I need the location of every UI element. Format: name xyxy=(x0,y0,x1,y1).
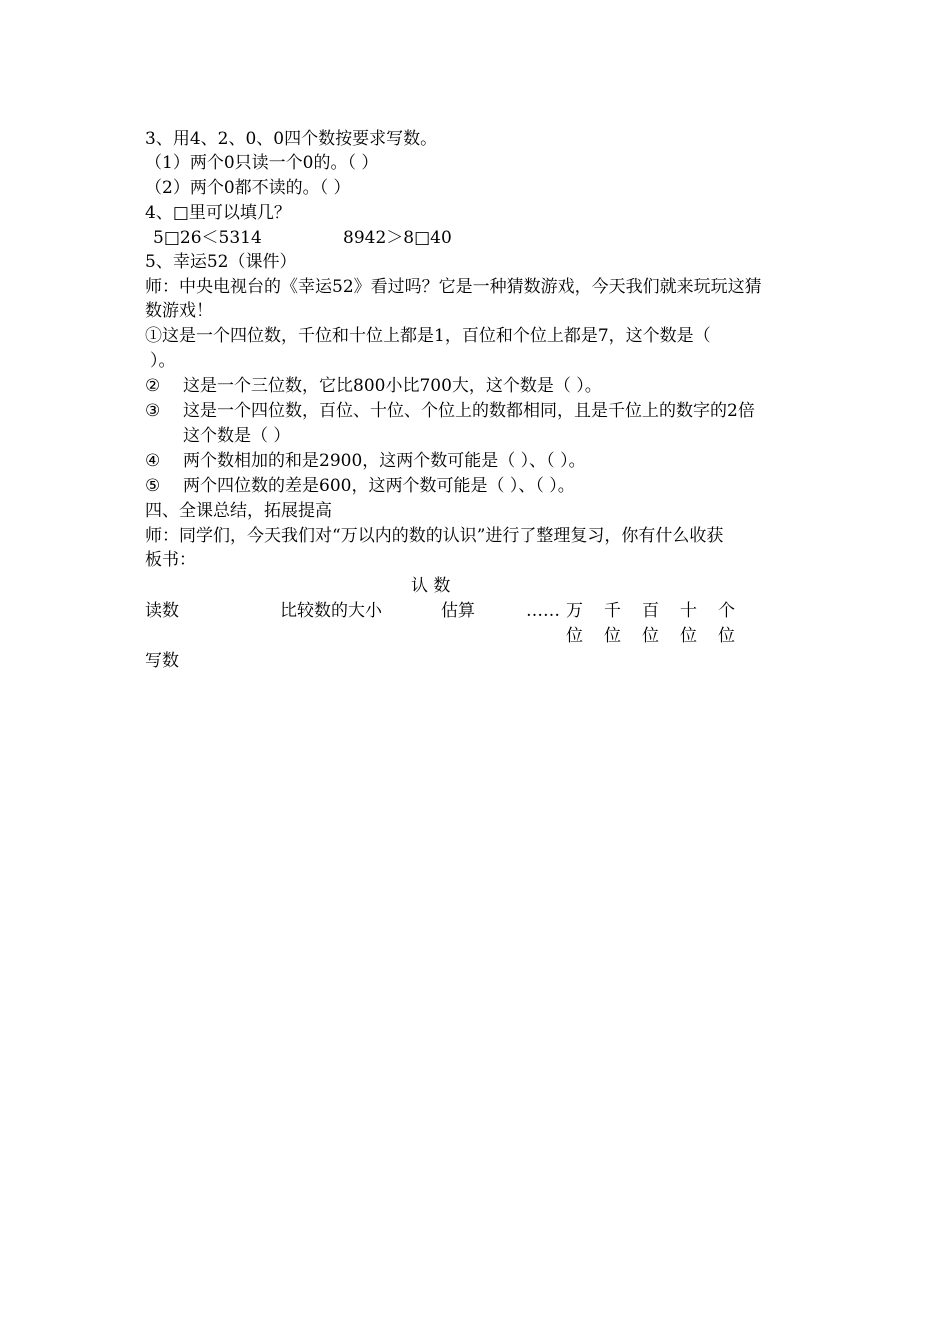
section5-intro-line-2: 数游戏！ xyxy=(145,301,213,321)
item3-line-2: 这个数是（ ） xyxy=(183,426,291,446)
place-wan: 万 xyxy=(566,601,583,621)
item4-text: 两个数相加的和是2900，这两个数可能是（ ）、（ ）。 xyxy=(183,451,586,471)
section3-question-1: （1）两个0只读一个0的。（ ） xyxy=(145,153,379,173)
place-bai-wei: 位 xyxy=(642,626,659,646)
place-shi-wei: 位 xyxy=(680,626,697,646)
board-estimate: 估算 xyxy=(441,601,475,621)
board-write: 写数 xyxy=(145,651,179,671)
place-qian: 千 xyxy=(604,601,621,621)
item3-number: ③ xyxy=(145,401,161,421)
section5-intro-line-1: 师：中央电视台的《幸运52》看过吗？它是一种猜数游戏，今天我们就来玩玩这猜 xyxy=(145,277,762,297)
section4-expression-1: 5□26＜5314 xyxy=(153,228,262,248)
board-label: 板书： xyxy=(145,550,196,570)
board-read: 读数 xyxy=(145,601,179,621)
section3-title: 3、用4、2、0、0四个数按要求写数。 xyxy=(145,129,438,149)
place-wan-wei: 位 xyxy=(566,626,583,646)
section4-expression-2: 8942＞8□40 xyxy=(343,228,452,248)
board-center-title: 认 数 xyxy=(411,576,451,596)
section5-title: 5、幸运52（课件） xyxy=(145,252,297,272)
board-compare: 比较数的大小 xyxy=(280,601,382,621)
section3-question-2: （2）两个0都不读的。（ ） xyxy=(145,178,351,198)
section4-title: 4、□里可以填几？ xyxy=(145,203,291,223)
section6-teacher-line: 师：同学们，今天我们对“万以内的数的认识”进行了整理复习，你有什么收获 xyxy=(145,526,724,546)
item1-line-1: ①这是一个四位数，千位和十位上都是1，百位和个位上都是7，这个数是（ xyxy=(145,326,711,346)
place-bai: 百 xyxy=(642,601,659,621)
item5-number: ⑤ xyxy=(145,476,161,496)
place-ge: 个 xyxy=(718,601,735,621)
board-dots: …… xyxy=(526,601,560,621)
item4-number: ④ xyxy=(145,451,161,471)
place-ge-wei: 位 xyxy=(718,626,735,646)
item1-line-2: ）。 xyxy=(150,351,176,371)
item5-text: 两个四位数的差是600，这两个数可能是（ ）、（ ）。 xyxy=(183,476,575,496)
item2-number: ② xyxy=(145,376,161,396)
section6-title: 四、全课总结，拓展提高 xyxy=(145,501,332,521)
item3-line-1: 这是一个四位数，百位、十位、个位上的数都相同，且是千位上的数字的2倍 xyxy=(183,401,755,421)
place-qian-wei: 位 xyxy=(604,626,621,646)
item2-text: 这是一个三位数，它比800小比700大，这个数是（ ）。 xyxy=(183,376,602,396)
place-shi: 十 xyxy=(680,601,697,621)
